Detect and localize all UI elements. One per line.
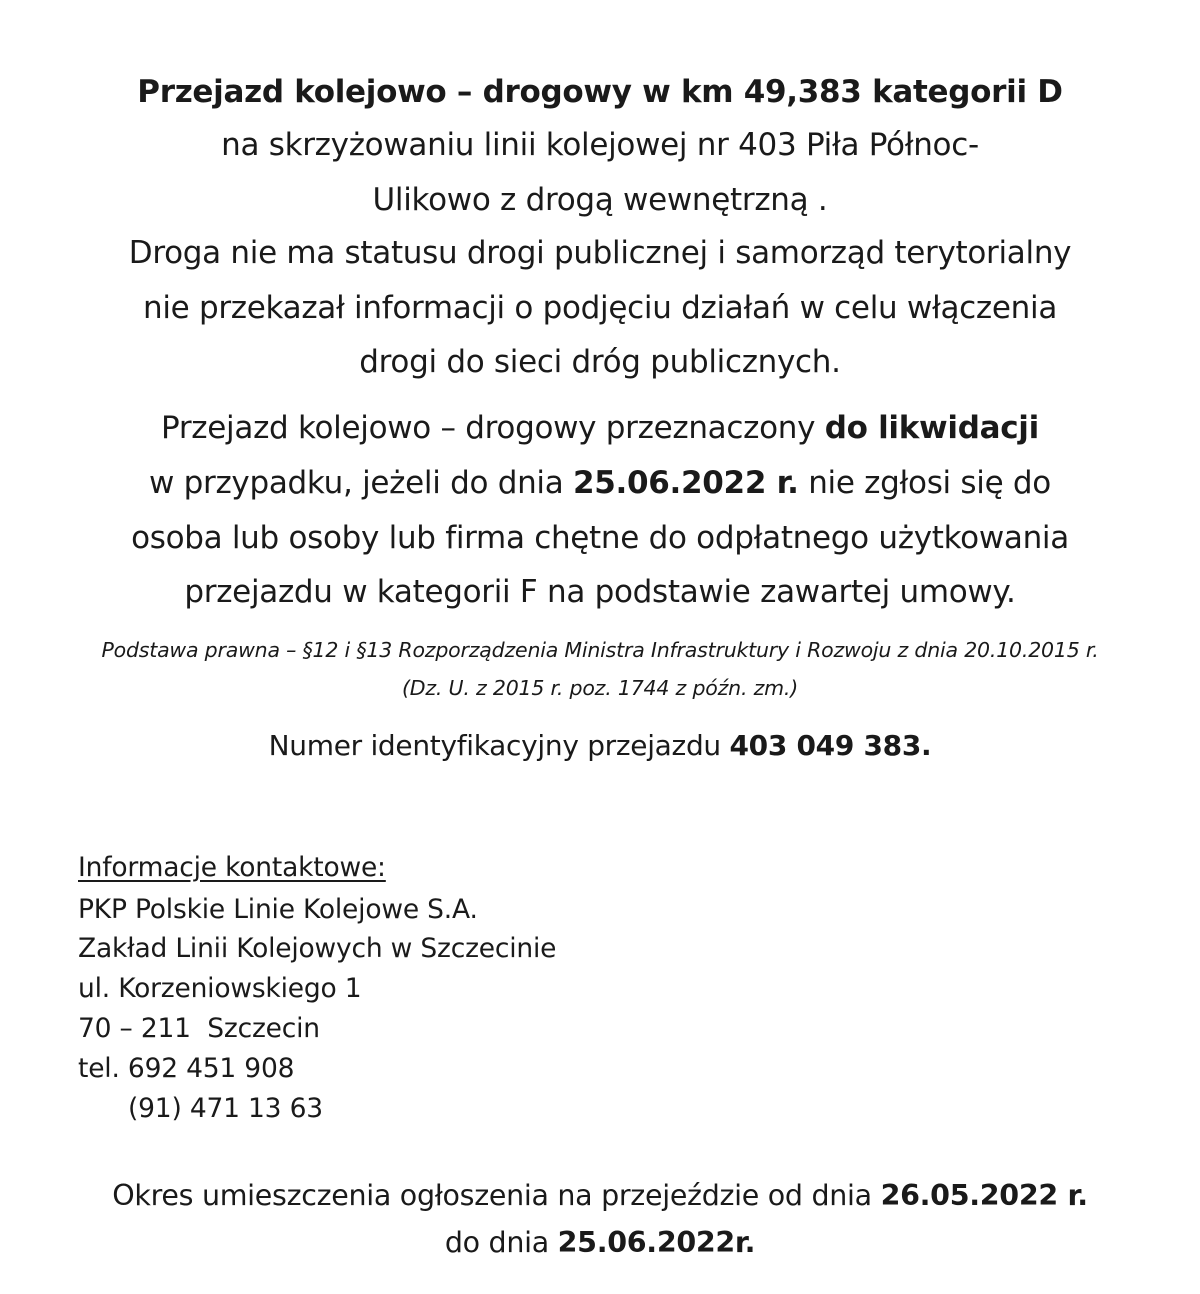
period-line-1 [0,1176,1200,1216]
period-line-2 [0,1223,1200,1263]
period-text-2: do dnia [444,1226,558,1259]
liquidation-line-3: osoba lub osoby lub firma chętne do odpłatnego użytkowania [131,520,1069,556]
notice-title: Przejazd kolejowo – drogowy w km 49,383 kategorii D [137,74,1063,110]
liquidation-text-2a: w przypadku, jeżeli do dnia [149,465,573,501]
period-start-date: 26.05.2022 r. [880,1179,1088,1212]
liquidation-deadline: 25.06.2022 r. [572,465,799,501]
crossing-id-label: Numer identyfikacyjny przejazdu [268,729,730,762]
liquidation-text-1: Przejazd kolejowo – drogowy przeznaczony [161,410,825,446]
status-line-1: Droga nie ma statusu drogi publicznej i samorząd terytorialny [128,235,1072,271]
liquidation-line-4: przejazdu w kategorii F na podstawie zawartej umowy. [184,574,1016,610]
contact-heading: Informacje kontaktowe: [78,852,386,883]
liquidation-line-2 [0,463,1200,503]
heading-line-3: Ulikowo z drogą wewnętrzną . [372,182,828,218]
legal-basis-line-2: (Dz. U. z 2015 r. poz. 1744 z późn. zm.) [401,676,799,700]
status-line-3: drogi do sieci dróg publicznych. [359,344,841,380]
contact-company: PKP Polskie Linie Kolejowe S.A. [78,894,478,925]
heading-line-2: na skrzyżowaniu linii kolejowej nr 403 Piła Północ- [221,127,979,163]
legal-basis-line-1: Podstawa prawna – §12 i §13 Rozporządzenia Ministra Infrastruktury i Rozwoju z dnia 20.10.2015 r. [101,638,1099,662]
period-end-date: 25.06.2022r. [557,1226,756,1259]
contact-department: Zakład Linii Kolejowych w Szczecinie [78,933,557,964]
contact-street: ul. Korzeniowskiego 1 [78,973,362,1004]
crossing-id-line [0,726,1200,766]
liquidation-line-1 [0,408,1200,448]
liquidation-highlight: do likwidacji [824,410,1039,446]
contact-phone-1: tel. 692 451 908 [78,1053,295,1084]
liquidation-text-2c: nie zgłosi się do [798,465,1051,501]
contact-phone-2: (91) 471 13 63 [128,1093,323,1124]
contact-city: 70 – 211 Szczecin [78,1013,320,1044]
period-text-1: Okres umieszczenia ogłoszenia na przejeździe od dnia [112,1179,881,1212]
status-line-2: nie przekazał informacji o podjęciu działań w celu włączenia [142,290,1058,326]
crossing-id-value: 403 049 383. [729,729,932,762]
